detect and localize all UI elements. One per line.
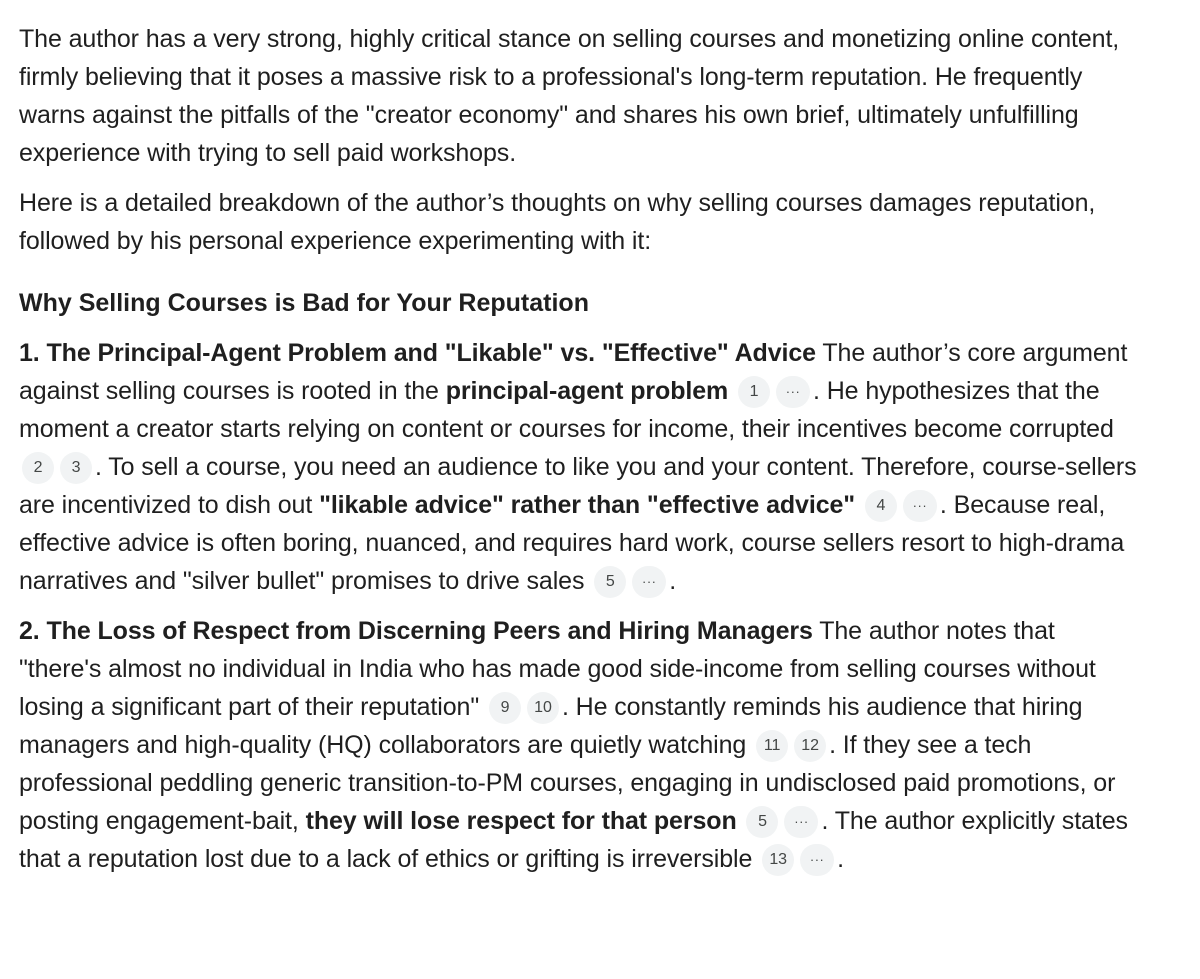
citation-more-chip[interactable]: ···: [784, 806, 818, 838]
citation-more-chip[interactable]: ···: [800, 844, 834, 876]
citation-chip-10[interactable]: 10: [527, 692, 559, 724]
citation-more-chip[interactable]: ···: [776, 376, 810, 408]
text-span: . He hypothesizes that the moment a creator starts relying on content or courses for income, their incentives become corrupted: [19, 377, 1114, 443]
citation-chip-3[interactable]: 3: [60, 452, 92, 484]
point-1-title: 1. The Principal-Agent Problem and "Likable" vs. "Effective" Advice: [19, 339, 816, 367]
citation-more-chip[interactable]: ···: [903, 490, 937, 522]
point-2-title: 2. The Loss of Respect from Discerning Peers and Hiring Managers: [19, 617, 813, 645]
text-span: .: [837, 845, 844, 873]
citation-chip-9[interactable]: 9: [489, 692, 521, 724]
citation-chip-5[interactable]: 5: [594, 566, 626, 598]
text-span: The author’s core argument against selling courses is rooted in the: [19, 339, 1128, 405]
bold-span: they will lose respect for that person: [305, 807, 737, 835]
citation-chip-12[interactable]: 12: [794, 730, 826, 762]
text-span: . Because real, effective advice is often boring, nuanced, and requires hard work, course sellers resort to high-drama narratives and "silver bullet" promises to drive sales: [19, 491, 1125, 595]
section-heading: Why Selling Courses is Bad for Your Reputation: [19, 289, 589, 317]
citation-chip-5[interactable]: 5: [746, 806, 778, 838]
text-span: . To sell a course, you need an audience to like you and your content. Therefore, course-sellers are incentivized to dish out: [19, 453, 1137, 519]
point-1-paragraph: [19, 334, 1143, 600]
citation-more-chip[interactable]: ···: [632, 566, 666, 598]
bold-span: principal-agent problem: [445, 377, 729, 405]
text-span: The author notes that "there's almost no individual in India who has made good side-income from selling courses without losing a significant part of their reputation": [19, 617, 1096, 721]
citation-chip-11[interactable]: 11: [756, 730, 788, 762]
bold-span: "likable advice" rather than "effective advice": [319, 491, 856, 519]
intro-paragraph-1: The author has a very strong, highly critical stance on selling courses and monetizing online content, firmly believing that it poses a massive risk to a professional's long-term reputation. He frequently warns against the pitfalls of the "creator economy" and shares his own brief, ultimately unfulfilling experience with trying to sell paid workshops.: [19, 25, 1120, 167]
text-span: . The author explicitly states that a reputation lost due to a lack of ethics or grifting is irreversible: [19, 807, 1128, 873]
point-2-paragraph: [19, 612, 1143, 878]
citation-chip-13[interactable]: 13: [762, 844, 794, 876]
text-span: . If they see a tech professional peddling generic transition-to-PM courses, engaging in undisclosed paid promotions, or posting engagement-bait,: [19, 731, 1116, 835]
citation-chip-1[interactable]: 1: [738, 376, 770, 408]
citation-chip-4[interactable]: 4: [865, 490, 897, 522]
citation-chip-2[interactable]: 2: [22, 452, 54, 484]
text-span: .: [669, 567, 677, 595]
text-span: . He constantly reminds his audience that hiring managers and high-quality (HQ) collaborators are quietly watching: [19, 693, 1083, 759]
intro-paragraph-2: Here is a detailed breakdown of the author’s thoughts on why selling courses damages reputation, followed by his personal experience experimenting with it:: [19, 189, 1096, 255]
